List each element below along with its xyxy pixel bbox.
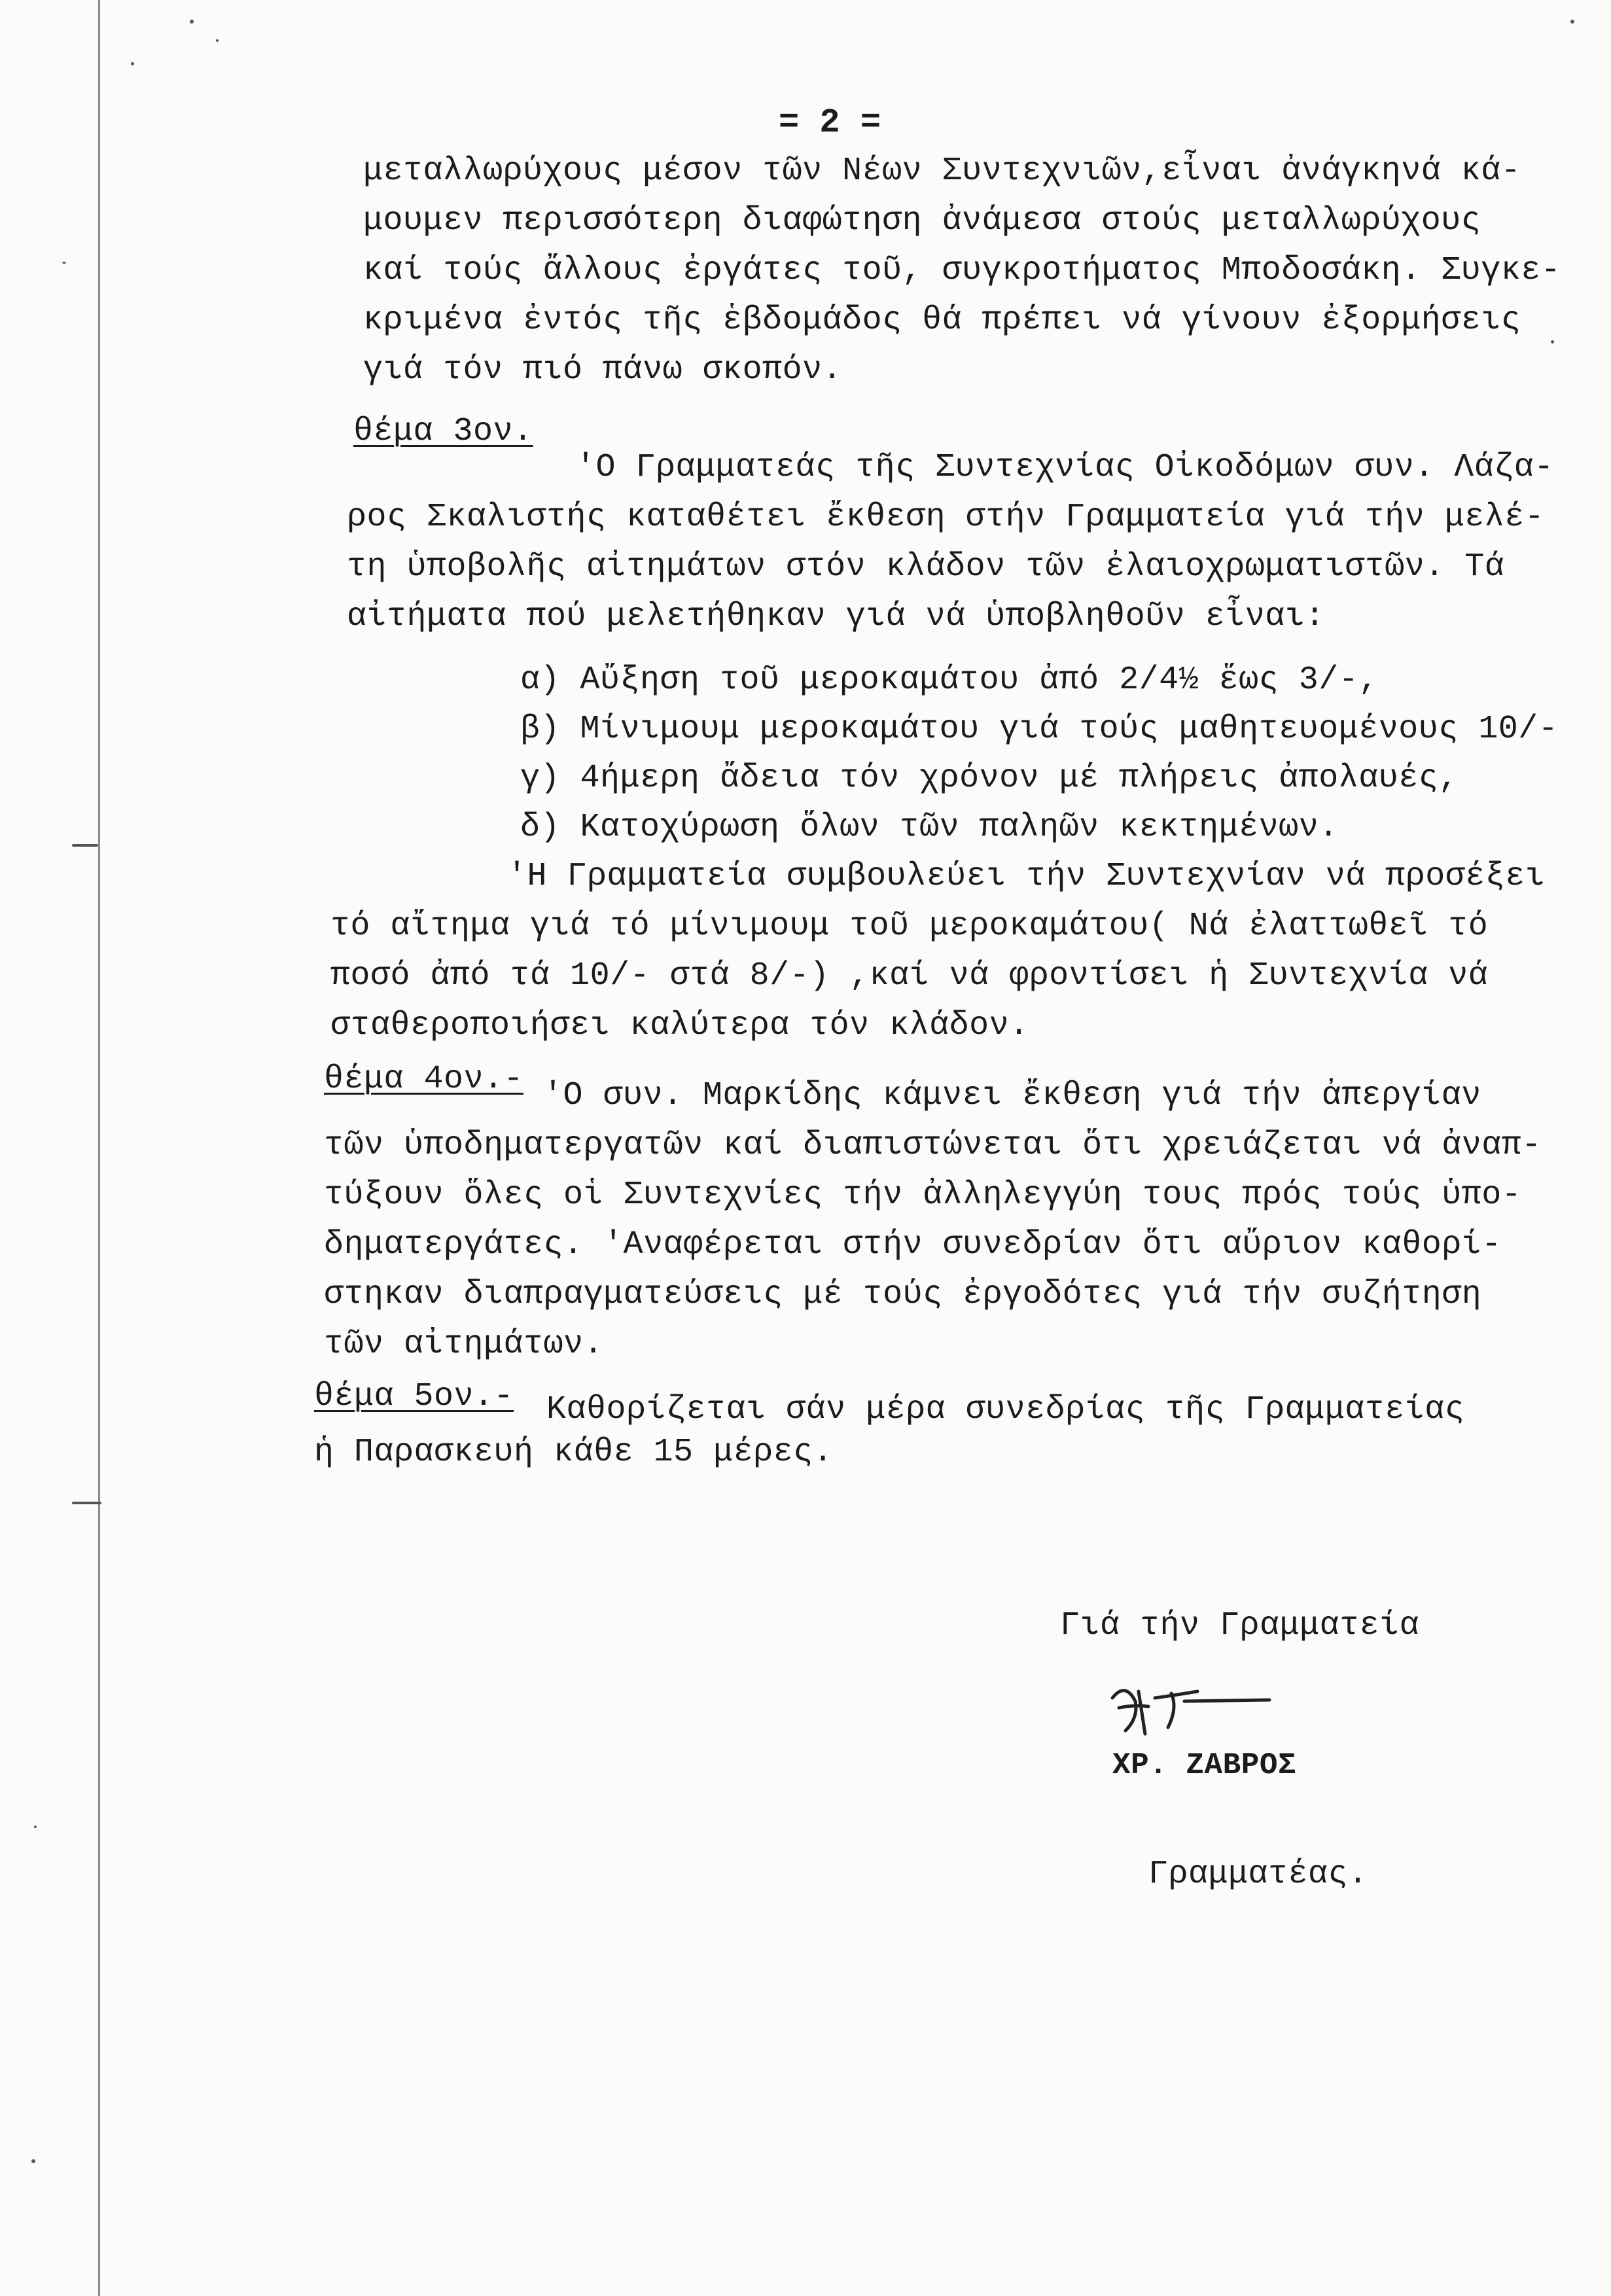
scan-speck [72, 1502, 101, 1504]
scan-speck [31, 2159, 35, 2163]
topic-4-line: τῶν αἰτημάτων. [324, 1326, 604, 1363]
topic-3-line: τη ὑποβολῆς αἰτημάτων στόν κλάδον τῶν ἐλαιοχρωματιστῶν. Τά [347, 548, 1505, 586]
handwritten-signature [1099, 1669, 1296, 1747]
demand-item: γ) 4ήμερη ἄδεια τόν χρόνον μέ πλήρεις ἀπολαυές, [520, 760, 1459, 797]
binding-line [98, 0, 100, 2296]
intro-line: μεταλλωρύχους μέσον τῶν Νέων Συντεχνιῶν,εἶναι ἀνάγκηνά κά- [363, 152, 1521, 190]
topic-3-line: 'Ο Γραμματεάς τῆς Συντεχνίας Οἰκοδόμων συν. Λάζα- [576, 449, 1554, 486]
scan-speck [62, 262, 66, 264]
topic-5-line: ἡ Παρασκευή κάθε 15 μέρες. [314, 1434, 834, 1471]
advice-line: ποσό ἀπό τά 10/- στά 8/-) ,καί νά φροντίσει ἡ Συντεχνία νά [330, 957, 1489, 995]
topic-4-label: θέμα 4ον.- [324, 1061, 524, 1098]
scan-speck [34, 1826, 37, 1828]
topic-4-line: τύξουν ὅλες οἱ Συντεχνίες τήν ἀλληλεγγύη τους πρός τούς ὑπο- [324, 1176, 1522, 1214]
topic-4-line: 'Ο συν. Μαρκίδης κάμνει ἔκθεση γιά τήν ἀπεργίαν [543, 1077, 1481, 1114]
advice-line: σταθεροποιήσει καλύτερα τόν κλάδον. [330, 1007, 1029, 1044]
demand-item: α) Αὔξηση τοῦ μεροκαμάτου ἀπό 2/4½ ἕως 3/-, [520, 662, 1379, 699]
closing-for-line: Γιά τήν Γραμματεία [1060, 1607, 1420, 1644]
demand-item: β) Μίνιμουμ μεροκαμάτου γιά τούς μαθητευομένους 10/- [520, 711, 1559, 748]
scan-speck [131, 62, 134, 65]
intro-line: καί τούς ἄλλους ἐργάτες τοῦ, συγκροτήματος Μποδοσάκη. Συγκε- [363, 252, 1561, 289]
topic-3-line: αἰτήματα πού μελετήθηκαν γιά νά ὑποβληθοῦν εἶναι: [347, 598, 1325, 635]
scan-speck [1570, 20, 1574, 24]
topic-5-line: Καθορίζεται σάν μέρα συνεδρίας τῆς Γραμματείας [546, 1391, 1465, 1428]
scan-speck [1551, 340, 1554, 344]
topic-4-line: στηκαν διαπραγματεύσεις μέ τούς ἐργοδότες γιά τήν συζήτηση [324, 1276, 1482, 1313]
scan-speck [190, 20, 194, 24]
topic-3-line: ρος Σκαλιστής καταθέτει ἔκθεση στήν Γραμματεία γιά τήν μελέ- [347, 499, 1545, 536]
demand-item: δ) Κατοχύρωση ὅλων τῶν παληῶν κεκτημένων. [520, 809, 1339, 846]
topic-3-label: θέμα 3ον. [353, 413, 533, 450]
topic-4-line: τῶν ὑποδηματεργατῶν καί διαπιστώνεται ὅτι χρειάζεται νά ἀναπ- [324, 1127, 1542, 1164]
advice-line: τό αἴτημα γιά τό μίνιμουμ τοῦ μεροκαμάτου( Νά ἐλαττωθεῖ τό [330, 908, 1489, 945]
signer-name: ΧΡ. ΖΑΒΡΟΣ [1112, 1748, 1297, 1782]
intro-line: κριμένα ἐντός τῆς ἑβδομάδος θά πρέπει νά γίνουν ἐξορμήσεις [363, 302, 1521, 339]
page-number: = 2 = [779, 103, 881, 142]
signer-title: Γραμματέας. [1148, 1856, 1368, 1893]
advice-line: 'Η Γραμματεία συμβουλεύει τήν Συντεχνίαν νά προσέξει [507, 858, 1546, 895]
scan-speck [72, 844, 98, 847]
topic-5-label: θέμα 5ον.- [314, 1378, 514, 1415]
intro-line: μουμεν περισσότερη διαφώτηση ἀνάμεσα στούς μεταλλωρύχους [363, 202, 1481, 239]
scan-speck [216, 39, 219, 42]
topic-4-line: δηματεργάτες. 'Αναφέρεται στήν συνεδρίαν ὅτι αὔριον καθορί- [324, 1226, 1502, 1263]
intro-line: γιά τόν πιό πάνω σκοπόν. [363, 351, 843, 389]
